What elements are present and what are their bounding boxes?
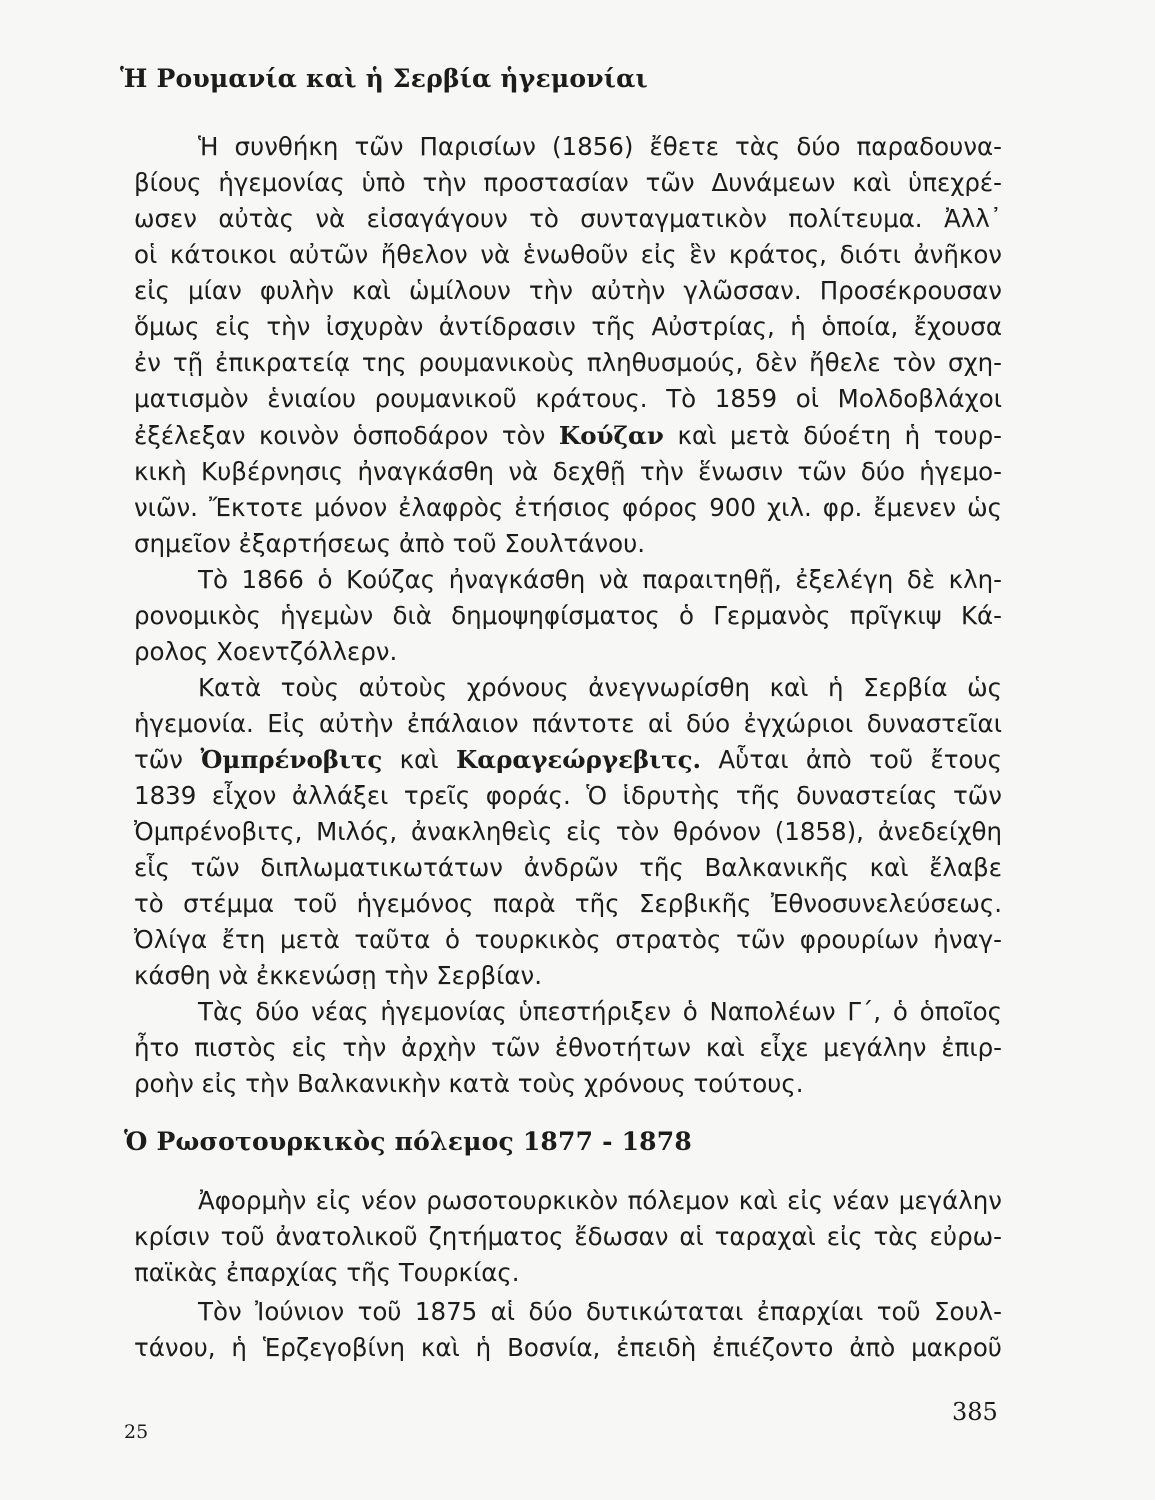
text-line: ἦτο πιστὸς εἰς τὴν ἀρχὴν τῶν ἐθνοτήτων καὶ εἶχε μεγάλην ἐπιρ- xyxy=(134,1033,1002,1062)
text-line: νιῶν. Ἔκτοτε μόνον ἐλαφρὸς ἐτήσιος φόρος 900 χιλ. φρ. ἔμενεν ὡς xyxy=(134,493,1002,522)
section-heading-romania-serbia: Ἡ Ρουμανία καὶ ἡ Σερβία ἡγεμονίαι xyxy=(120,64,648,93)
text-line: ματισμὸν ἑνιαίου ρουμανικοῦ κράτους. Τὸ 1859 οἱ Μολδοβλάχοι xyxy=(134,384,1002,413)
text-line: ρολος Χοεντζόλλερν. xyxy=(134,637,398,666)
text-line: οἱ κάτοικοι αὐτῶν ἤθελον νὰ ἑνωθοῦν εἰς ἓν κράτος, διότι ἀνῆκον xyxy=(134,240,1002,269)
text-line: κρίσιν τοῦ ἀνατολικοῦ ζητήματος ἔδωσαν αἱ ταραχαὶ εἰς τὰς εὐρω- xyxy=(134,1222,1002,1251)
text-line: ἐξέλεξαν κοινὸν ὁσποδάρον τὸν Κούζαν καὶ μετὰ δύοέτη ἡ τουρ- xyxy=(134,421,1003,450)
text-line: Τὸ 1866 ὁ Κούζας ἠναγκάσθη νὰ παραιτηθῇ, ἐξελέγη δὲ κλη- xyxy=(198,565,1002,594)
text-line: εἷς τῶν διπλωματικωτάτων ἀνδρῶν τῆς Βαλκανικῆς καὶ ἔλαβε xyxy=(134,853,1002,882)
name-kouzas: Κούζαν xyxy=(558,421,664,450)
text-line: ροὴν εἰς τὴν Βαλκανικὴν κατὰ τοὺς χρόνους τούτους. xyxy=(134,1069,804,1098)
name-obrenovic: Ὀμπρένοβιτς xyxy=(200,745,383,774)
text-line: Τὸν Ἰούνιον τοῦ 1875 αἱ δύο δυτικώταται ἐπαρχίαι τοῦ Σουλ- xyxy=(198,1297,1002,1326)
text-line: Κατὰ τοὺς αὐτοὺς χρόνους ἀνεγνωρίσθη καὶ ἡ Σερβία ὡς xyxy=(198,673,1002,702)
text-line: σημεῖον ἐξαρτήσεως ἀπὸ τοῦ Σουλτάνου. xyxy=(134,529,646,558)
text-line: τὸ στέμμα τοῦ ἡγεμόνος παρὰ τῆς Σερβικῆς Ἐθνοσυνελεύσεως. xyxy=(134,889,1002,918)
text-line: παϊκὰς ἐπαρχίας τῆς Τουρκίας. xyxy=(134,1258,520,1287)
text-line: βίους ἡγεμονίας ὑπὸ τὴν προστασίαν τῶν Δυνάμεων καὶ ὑπεχρέ- xyxy=(134,168,1002,197)
text-line: Ὀλίγα ἔτη μετὰ ταῦτα ὁ τουρκικὸς στρατὸς τῶν φρουρίων ἠναγ- xyxy=(134,925,1002,954)
text-line: 1839 εἶχον ἀλλάξει τρεῖς φοράς. Ὁ ἱδρυτὴς τῆς δυναστείας τῶν xyxy=(134,781,1002,810)
text-line: ὅμως εἰς τὴν ἰσχυρὰν ἀντίδρασιν τῆς Αὐστρίας, ἡ ὁποία, ἔχουσα xyxy=(134,312,1002,341)
text-line: κικὴ Κυβέρνησις ἠναγκάσθη νὰ δεχθῇ τὴν ἕνωσιν τῶν δύο ἡγεμο- xyxy=(134,457,1002,486)
text-line: ἡγεμονία. Εἰς αὐτὴν ἐπάλαιον πάντοτε αἱ δύο ἐγχώριοι δυναστεῖαι xyxy=(134,709,1002,738)
text-line: τάνου, ἡ Ἑρζεγοβίνη καὶ ἡ Βοσνία, ἐπειδὴ ἐπιέζοντο ἀπὸ μακροῦ xyxy=(134,1333,1002,1362)
text-line: Τὰς δύο νέας ἡγεμονίας ὑπεστήριξεν ὁ Ναπολέων Γ΄, ὁ ὁποῖος xyxy=(198,997,1002,1026)
name-karadjordjevic: Καραγεώργεβιτς. xyxy=(455,745,702,774)
text-line: ἐν τῇ ἐπικρατείᾳ της ρουμανικοὺς πληθυσμούς, δὲν ἤθελε τὸν σχη- xyxy=(134,348,1002,377)
text-line: Ἡ συνθήκη τῶν Παρισίων (1856) ἔθετε τὰς δύο παραδουνα- xyxy=(198,132,1002,161)
text-line: ωσεν αὐτὰς νὰ εἰσαγάγουν τὸ συνταγματικὸν πολίτευμα. Ἀλλ᾿ xyxy=(134,204,1002,233)
section-heading-russo-turkish-war: Ὁ Ρωσοτουρκικὸς πόλεμος 1877 - 1878 xyxy=(124,1127,692,1156)
printer-signature: 25 xyxy=(124,1421,149,1443)
text-line: τῶν Ὀμπρένοβιτς καὶ Καραγεώργεβιτς. Αὗται ἀπὸ τοῦ ἔτους xyxy=(134,745,1002,774)
text-line: ρονομικὸς ἡγεμὼν διὰ δημοψηφίσματος ὁ Γερμανὸς πρῖγκιψ Κά- xyxy=(134,601,1002,630)
text-line: Ἀφορμὴν εἰς νέον ρωσοτουρκικὸν πόλεμον καὶ εἰς νέαν μεγάλην xyxy=(198,1186,1002,1215)
page-number: 385 xyxy=(952,1398,998,1426)
text-line: κάσθη νὰ ἐκκενώσῃ τὴν Σερβίαν. xyxy=(134,961,543,990)
text-line: Ὀμπρένοβιτς, Μιλός, ἀνακληθεὶς εἰς τὸν θρόνον (1858), ἀνεδείχθη xyxy=(134,817,1002,846)
text-line: εἰς μίαν φυλὴν καὶ ὡμίλουν τὴν αὐτὴν γλῶσσαν. Προσέκρουσαν xyxy=(134,276,1002,305)
